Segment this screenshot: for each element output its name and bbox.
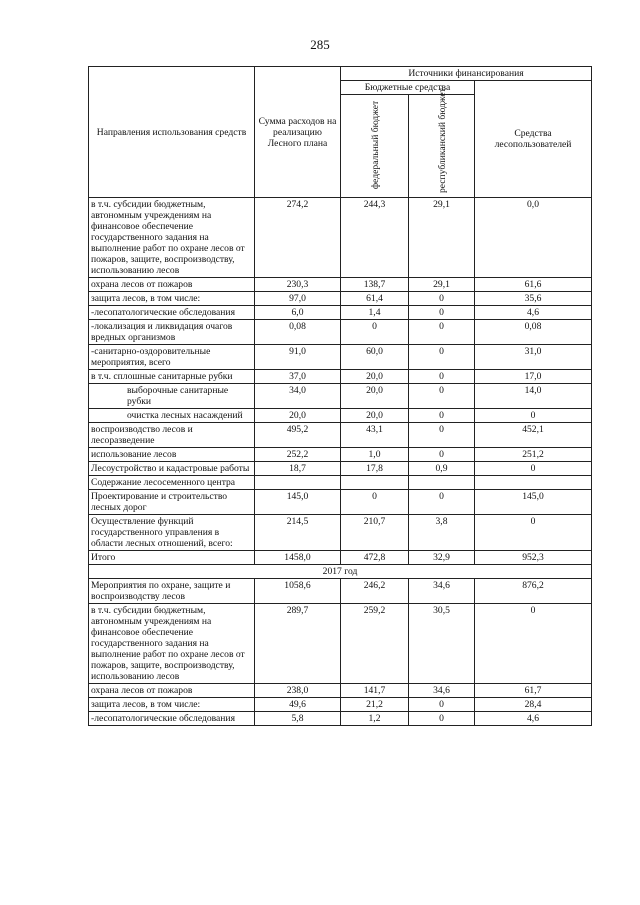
- row-label: защита лесов, в том числе:: [89, 698, 255, 712]
- cell-federal: 61,4: [341, 292, 409, 306]
- row-label: Проектирование и строительство лесных дорог: [89, 490, 255, 515]
- cell-republic: 0: [409, 306, 475, 320]
- cell-users: 61,7: [475, 684, 592, 698]
- table-total: [89, 551, 592, 579]
- cell-sum: 1058,6: [255, 579, 341, 604]
- total-label: Итого: [89, 551, 255, 565]
- cell-republic: 0: [409, 698, 475, 712]
- cell-republic: 0: [409, 384, 475, 409]
- table-row: [89, 604, 592, 684]
- row-label: в т.ч. субсидии бюджетным, автономным учреждениям на финансовое обеспечение государственного задания на выполнение работ по охране лесов от пожаров, защите, воспроизводству, использованию лесов: [89, 604, 255, 684]
- row-label: использование лесов: [89, 448, 255, 462]
- cell-republic: 3,8: [409, 515, 475, 551]
- row-label: Содержание лесосеменного центра: [89, 476, 255, 490]
- cell-sum: 495,2: [255, 423, 341, 448]
- total-sum: 1458,0: [255, 551, 341, 565]
- cell-federal: 210,7: [341, 515, 409, 551]
- cell-federal: 1,2: [341, 712, 409, 726]
- cell-sum: 214,5: [255, 515, 341, 551]
- cell-federal: 1,4: [341, 306, 409, 320]
- cell-users: 35,6: [475, 292, 592, 306]
- cell-sum: [255, 476, 341, 490]
- year-row: [89, 565, 592, 579]
- financing-table: [88, 66, 592, 726]
- cell-federal: 246,2: [341, 579, 409, 604]
- cell-republic: 34,6: [409, 684, 475, 698]
- table-row: [89, 712, 592, 726]
- total-users: 952,3: [475, 551, 592, 565]
- row-label: в т.ч. субсидии бюджетным, автономным учреждениям на финансовое обеспечение государственного задания на выполнение работ по охране лесов от пожаров, защите, воспроизводству, использованию лесов: [89, 198, 255, 278]
- table-body-b: [89, 579, 592, 726]
- cell-republic: 0: [409, 320, 475, 345]
- cell-users: [475, 476, 592, 490]
- table-row: [89, 370, 592, 384]
- cell-republic: 0: [409, 448, 475, 462]
- cell-federal: 20,0: [341, 370, 409, 384]
- table-row: [89, 423, 592, 448]
- cell-republic: 29,1: [409, 278, 475, 292]
- table-row: [89, 409, 592, 423]
- cell-federal: 60,0: [341, 345, 409, 370]
- total-row: [89, 551, 592, 565]
- cell-republic: 0: [409, 370, 475, 384]
- table-row: [89, 579, 592, 604]
- cell-republic: 0: [409, 345, 475, 370]
- cell-federal: 244,3: [341, 198, 409, 278]
- header-users: Средства лесопользователей: [475, 81, 592, 198]
- cell-sum: 145,0: [255, 490, 341, 515]
- row-label: -лесопатологические обследования: [89, 712, 255, 726]
- cell-republic: 0: [409, 490, 475, 515]
- cell-federal: 0: [341, 320, 409, 345]
- table-row: [89, 306, 592, 320]
- table-row: [89, 292, 592, 306]
- cell-republic: 0: [409, 423, 475, 448]
- cell-sum: 252,2: [255, 448, 341, 462]
- row-label: выборочные санитарные рубки: [89, 384, 255, 409]
- cell-users: 4,6: [475, 306, 592, 320]
- table-row: [89, 698, 592, 712]
- cell-federal: 141,7: [341, 684, 409, 698]
- cell-users: 452,1: [475, 423, 592, 448]
- row-label: охрана лесов от пожаров: [89, 278, 255, 292]
- cell-federal: 0: [341, 490, 409, 515]
- total-federal: 472,8: [341, 551, 409, 565]
- cell-users: 876,2: [475, 579, 592, 604]
- table-row: [89, 198, 592, 278]
- table-row: [89, 462, 592, 476]
- cell-sum: 238,0: [255, 684, 341, 698]
- row-label: охрана лесов от пожаров: [89, 684, 255, 698]
- row-label: в т.ч. сплошные санитарные рубки: [89, 370, 255, 384]
- row-label: -санитарно-оздоровительные мероприятия, всего: [89, 345, 255, 370]
- cell-federal: 20,0: [341, 409, 409, 423]
- cell-sum: 91,0: [255, 345, 341, 370]
- cell-sum: 49,6: [255, 698, 341, 712]
- table-row: [89, 515, 592, 551]
- cell-federal: 1,0: [341, 448, 409, 462]
- header-federal-label: федеральный бюджет: [369, 100, 381, 190]
- cell-federal: 17,8: [341, 462, 409, 476]
- cell-sum: 0,08: [255, 320, 341, 345]
- cell-republic: [409, 476, 475, 490]
- cell-republic: 0: [409, 292, 475, 306]
- cell-users: 0,08: [475, 320, 592, 345]
- header-republic-label: республиканский бюджет: [436, 88, 448, 193]
- cell-republic: 0,9: [409, 462, 475, 476]
- cell-users: 61,6: [475, 278, 592, 292]
- row-label: Лесоустройство и кадастровые работы: [89, 462, 255, 476]
- table-row: [89, 278, 592, 292]
- cell-users: 0: [475, 409, 592, 423]
- table-row: [89, 490, 592, 515]
- table-body-a: [89, 198, 592, 551]
- header-sources: Источники финансирования: [341, 67, 592, 81]
- table-row: [89, 684, 592, 698]
- cell-users: 0: [475, 462, 592, 476]
- total-republic: 32,9: [409, 551, 475, 565]
- table-header: [89, 67, 592, 198]
- header-direction: Направления использования средств: [89, 67, 255, 198]
- cell-users: 0: [475, 515, 592, 551]
- cell-sum: 18,7: [255, 462, 341, 476]
- cell-users: 251,2: [475, 448, 592, 462]
- cell-sum: 230,3: [255, 278, 341, 292]
- cell-republic: 30,5: [409, 604, 475, 684]
- cell-users: 145,0: [475, 490, 592, 515]
- cell-federal: [341, 476, 409, 490]
- cell-republic: 29,1: [409, 198, 475, 278]
- page-number: 285: [310, 37, 330, 52]
- header-federal: [341, 95, 409, 198]
- cell-users: 17,0: [475, 370, 592, 384]
- table-row: [89, 476, 592, 490]
- cell-sum: 289,7: [255, 604, 341, 684]
- cell-sum: 274,2: [255, 198, 341, 278]
- cell-users: 28,4: [475, 698, 592, 712]
- cell-republic: 0: [409, 712, 475, 726]
- cell-federal: 259,2: [341, 604, 409, 684]
- cell-sum: 6,0: [255, 306, 341, 320]
- table-row: [89, 448, 592, 462]
- row-label: -локализация и ликвидация очагов вредных организмов: [89, 320, 255, 345]
- cell-sum: 34,0: [255, 384, 341, 409]
- cell-sum: 97,0: [255, 292, 341, 306]
- cell-republic: 34,6: [409, 579, 475, 604]
- row-label: воспроизводство лесов и лесоразведение: [89, 423, 255, 448]
- cell-users: 14,0: [475, 384, 592, 409]
- year-label: 2017 год: [89, 565, 592, 579]
- cell-sum: 20,0: [255, 409, 341, 423]
- row-label: Осуществление функций государственного управления в области лесных отношений, всего:: [89, 515, 255, 551]
- cell-federal: 43,1: [341, 423, 409, 448]
- row-label: Мероприятия по охране, защите и воспроизводству лесов: [89, 579, 255, 604]
- table-row: [89, 320, 592, 345]
- cell-federal: 20,0: [341, 384, 409, 409]
- table-row: [89, 384, 592, 409]
- row-label: очистка лесных насаждений: [89, 409, 255, 423]
- header-republic: [409, 88, 475, 198]
- header-sum: Сумма расходов на реализацию Лесного плана: [255, 67, 341, 198]
- row-label: -лесопатологические обследования: [89, 306, 255, 320]
- cell-sum: 37,0: [255, 370, 341, 384]
- header-budget: Бюджетные средства: [341, 81, 475, 95]
- row-label: защита лесов, в том числе:: [89, 292, 255, 306]
- cell-users: 0: [475, 604, 592, 684]
- cell-users: 0,0: [475, 198, 592, 278]
- cell-federal: 21,2: [341, 698, 409, 712]
- cell-federal: 138,7: [341, 278, 409, 292]
- cell-republic: 0: [409, 409, 475, 423]
- cell-users: 4,6: [475, 712, 592, 726]
- cell-users: 31,0: [475, 345, 592, 370]
- cell-sum: 5,8: [255, 712, 341, 726]
- table-row: [89, 345, 592, 370]
